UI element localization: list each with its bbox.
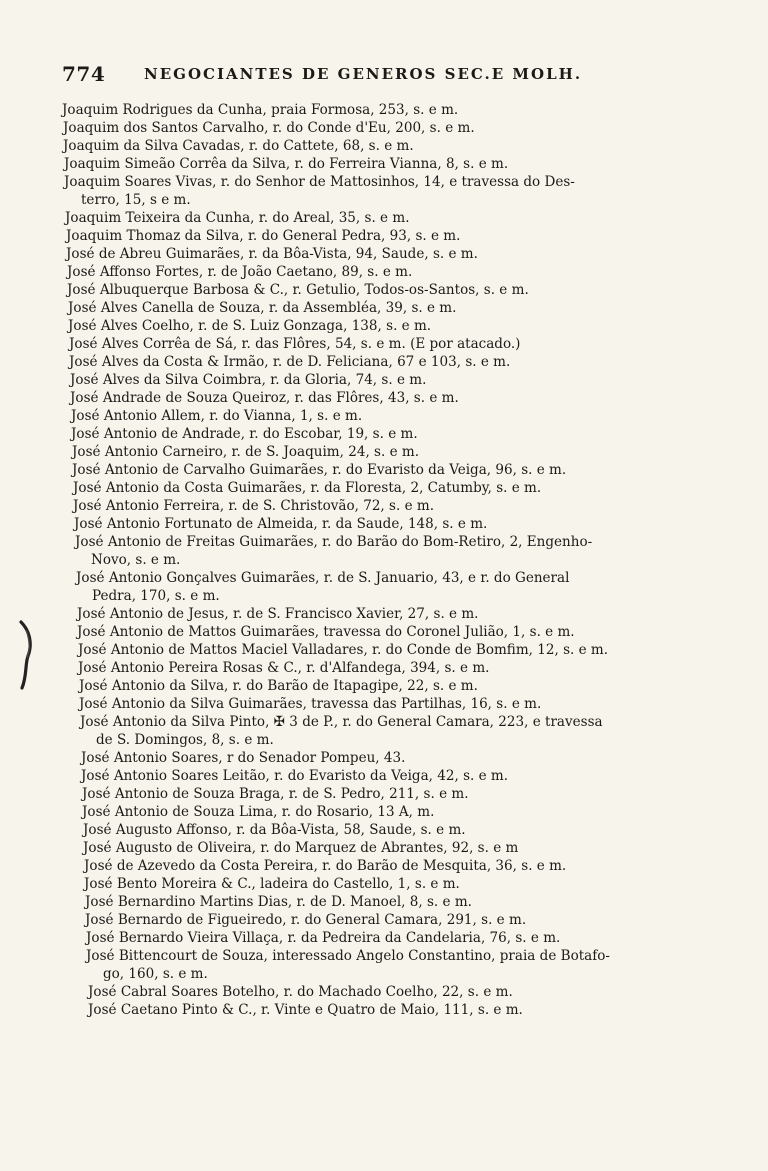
- entry-line: Joaquim Teixeira da Cunha, r. do Areal, 35, s. e m.: [65, 210, 410, 226]
- entry-continuation-line: terro, 15, s e m.: [80, 192, 191, 208]
- entry-line: José Antonio de Mattos Maciel Valladares, r. do Conde de Bomfim, 12, s. e m.: [77, 642, 608, 658]
- entry-line: José Antonio de Souza Braga, r. de S. Pedro, 211, s. e m.: [81, 786, 469, 802]
- entry-line: José Antonio Carneiro, r. de S. Joaquim, 24, s. e m.: [71, 444, 419, 460]
- entry-line: Joaquim Soares Vivas, r. do Senhor de Mattosinhos, 14, e travessa do Des-: [64, 174, 575, 190]
- entry-line: José Antonio Pereira Rosas & C., r. d'Alfandega, 394, s. e m.: [78, 660, 490, 676]
- entry-line: José de Abreu Guimarães, r. da Bôa-Vista, 94, Saude, s. e m.: [66, 246, 479, 262]
- entry-line: José Antonio Soares, r do Senador Pompeu, 43.: [80, 750, 406, 766]
- entry-line: José Augusto Affonso, r. da Bôa-Vista, 58, Saude, s. e m.: [82, 822, 466, 838]
- entry-line: José Bento Moreira & C., ladeira do Castello, 1, s. e m.: [84, 876, 461, 892]
- entry-line: José Albuquerque Barbosa & C., r. Getulio, Todos-os-Santos, s. e m.: [67, 282, 529, 298]
- entry-line: José Antonio da Costa Guimarães, r. da Floresta, 2, Catumby, s. e m.: [72, 480, 542, 496]
- entry-line: José de Azevedo da Costa Pereira, r. do Barão de Mesquita, 36, s. e m.: [83, 858, 567, 874]
- entry-line: José Antonio Soares Leitão, r. do Evaristo da Veiga, 42, s. e m.: [81, 768, 509, 784]
- entry-line: José Bernardo Vieira Villaça, r. da Pedreira da Candelaria, 76, s. e m.: [85, 930, 561, 946]
- entry-line: José Antonio Gonçalves Guimarães, r. de S. Januario, 43, e r. do General: [75, 570, 569, 586]
- entry-line: José Antonio da Silva Guimarães, travessa das Partilhas, 16, s. e m.: [79, 696, 542, 712]
- running-title: NEGOCIANTES DE GENEROS SEC.E MOLH.: [144, 65, 583, 83]
- entry-line: José Alves Corrêa de Sá, r. das Flôres, 54, s. e m. (E por atacado.): [68, 336, 521, 352]
- entry-line: José Caetano Pinto & C., r. Vinte e Quatro de Maio, 111, s. e m.: [88, 1002, 523, 1018]
- entry-line: José Antonio Ferreira, r. de S. Christovão, 72, s. e m.: [73, 498, 435, 514]
- entry-line: José Bernardino Martins Dias, r. de D. Manoel, 8, s. e m.: [84, 894, 472, 910]
- entry-line: José Antonio de Freitas Guimarães, r. do Barão do Bom-Retiro, 2, Engenho-: [74, 534, 592, 550]
- entry-line: José Bernardo de Figueiredo, r. do General Camara, 291, s. e m.: [85, 912, 527, 928]
- margin-bracket-mark: [17, 620, 35, 690]
- entry-line: José Bittencourt de Souza, interessado Angelo Constantino, praia de Botafo-: [86, 948, 611, 964]
- entry-line: José Andrade de Souza Queiroz, r. das Flôres, 43, s. e m.: [70, 390, 460, 406]
- entry-line: José Antonio da Silva Pinto, ✠ 3 de P., r. do General Camara, 223, e travessa: [79, 714, 603, 730]
- entry-line: Joaquim dos Santos Carvalho, r. do Conde d'Eu, 200, s. e m.: [62, 120, 475, 136]
- entry-line: Joaquim da Silva Cavadas, r. do Cattete, 68, s. e m.: [63, 138, 414, 154]
- page-number: 774: [62, 62, 106, 86]
- entry-line: José Alves da Costa & Irmão, r. de D. Feliciana, 67 e 103, s. e m.: [69, 354, 511, 370]
- entry-line: José Antonio de Mattos Guimarães, travessa do Coronel Julião, 1, s. e m.: [77, 624, 575, 640]
- entry-line: Joaquim Thomaz da Silva, r. do General Pedra, 93, s. e m.: [65, 228, 461, 244]
- entry-line: José Alves da Silva Coimbra, r. da Gloria, 74, s. e m.: [69, 372, 427, 388]
- page-header: [62, 62, 682, 88]
- entry-line: José Antonio de Andrade, r. do Escobar, 19, s. e m.: [71, 426, 419, 442]
- entry-line: José Augusto de Oliveira, r. do Marquez de Abrantes, 92, s. e m: [83, 840, 519, 856]
- entry-line: José Affonso Fortes, r. de João Caetano, 89, s. e m.: [66, 264, 412, 280]
- entry-line: José Antonio de Souza Lima, r. do Rosario, 13 A, m.: [82, 804, 435, 820]
- entry-continuation-line: go, 160, s. e m.: [103, 966, 208, 982]
- entry-continuation-line: Pedra, 170, s. e m.: [92, 588, 220, 604]
- entry-line: José Alves Coelho, r. de S. Luiz Gonzaga, 138, s. e m.: [68, 318, 432, 334]
- entry-continuation-line: de S. Domingos, 8, s. e m.: [96, 732, 274, 748]
- entry-line: José Antonio da Silva, r. do Barão de Itapagipe, 22, s. e m.: [78, 678, 478, 694]
- entry-line: José Antonio de Jesus, r. de S. Francisco Xavier, 27, s. e m.: [76, 606, 479, 622]
- entry-line: José Antonio Fortunato de Almeida, r. da Saude, 148, s. e m.: [74, 516, 488, 532]
- entry-line: Joaquim Simeão Corrêa da Silva, r. do Ferreira Vianna, 8, s. e m.: [63, 156, 508, 172]
- entry-line: Joaquim Rodrigues da Cunha, praia Formosa, 253, s. e m.: [62, 102, 459, 118]
- entry-line: José Antonio de Carvalho Guimarães, r. do Evaristo da Veiga, 96, s. e m.: [72, 462, 567, 478]
- entry-continuation-line: Novo, s. e m.: [91, 552, 181, 568]
- entry-line: José Antonio Allem, r. do Vianna, 1, s. e m.: [70, 408, 362, 424]
- entry-line: José Cabral Soares Botelho, r. do Machado Coelho, 22, s. e m.: [87, 984, 513, 1000]
- entry-line: José Alves Canella de Souza, r. da Assembléa, 39, s. e m.: [67, 300, 457, 316]
